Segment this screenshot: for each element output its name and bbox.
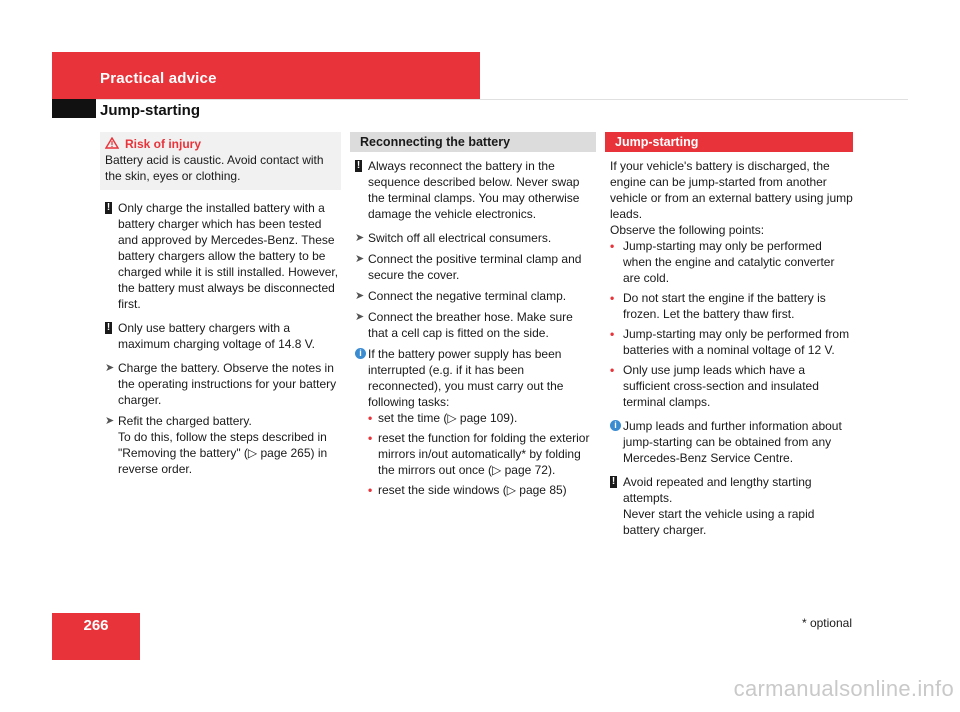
task-text: reset the function for folding the exterior mirrors in/out automatically* by folding the mirrors out once (▷ page 72).	[378, 431, 590, 477]
warning-title: Risk of injury	[125, 137, 202, 151]
note-item	[105, 200, 341, 312]
exclamation-icon: !	[356, 160, 361, 171]
note-item	[105, 320, 341, 352]
task-item	[368, 430, 596, 478]
info-text: If the battery power supply has been interrupted (e.g. if it has been reconnected), you must carry out the following tasks:	[368, 347, 564, 409]
step-text: Connect the breather hose. Make sure that a cell cap is fitted on the side.	[368, 310, 573, 340]
info-text: Jump leads and further information about jump-starting can be obtained from any Mercedes-Benz Service Centre.	[623, 419, 842, 465]
exclamation-icon: !	[106, 322, 111, 333]
info-item	[355, 346, 596, 498]
step-item	[355, 251, 596, 283]
bullet-icon: •	[368, 431, 373, 445]
point-text: Only use jump leads which have a sufficient cross-section and insulated terminal clamps.	[623, 363, 819, 409]
header-divider	[52, 99, 908, 100]
exclamation-icon: !	[611, 476, 616, 487]
step-arrow-icon: ➤	[355, 232, 365, 244]
note-text: Always reconnect the battery in the sequence described below. Never swap the terminal clamps. You may otherwise damage the vehicle electronics.	[368, 159, 580, 221]
column-3	[610, 132, 853, 546]
warning-text: Battery acid is caustic. Avoid contact with the skin, eyes or clothing.	[105, 153, 324, 183]
step-text: Connect the positive terminal clamp and secure the cover.	[368, 252, 582, 282]
note-detail: Never start the vehicle using a rapid battery charger.	[623, 507, 815, 537]
subsection-title: Jump-starting	[100, 102, 201, 119]
step-arrow-icon: ➤	[355, 253, 365, 265]
watermark: carmanualsonline.info	[733, 676, 954, 701]
note-item	[355, 158, 596, 222]
bullet-icon: •	[610, 327, 615, 341]
step-item	[105, 413, 341, 477]
optional-footnote: * optional	[801, 616, 852, 630]
note-text: Only charge the installed battery with a battery charger which has been tested and approved by Mercedes-Benz. These battery chargers allow the battery to be charged while it is still installed. However, the battery must always be disconnected first.	[118, 201, 339, 311]
bullet-icon: •	[610, 363, 615, 377]
step-item	[355, 288, 596, 304]
header-marker	[52, 99, 96, 118]
exclamation-icon: !	[106, 202, 111, 213]
section-heading: Jump-starting	[605, 132, 853, 152]
note-text: Only use battery chargers with a maximum charging voltage of 14.8 V.	[118, 321, 315, 351]
point-text: Do not start the engine if the battery is frozen. Let the battery thaw first.	[623, 291, 826, 321]
intro-text: If your vehicle's battery is discharged, the engine can be jump-started from another vehicle or from an external battery using jump leads.	[610, 159, 853, 221]
note-item	[610, 474, 853, 538]
step-item	[355, 309, 596, 341]
step-text: Charge the battery. Observe the notes in the operating instructions for your battery charger.	[118, 361, 337, 407]
point-text: Jump-starting may only be performed when the engine and catalytic converter are cold.	[623, 239, 835, 285]
point-item	[610, 326, 853, 358]
task-text: reset the side windows (▷ page 85)	[378, 483, 567, 497]
task-item	[368, 410, 596, 426]
point-item	[610, 362, 853, 410]
bullet-icon: •	[368, 411, 373, 425]
task-text: set the time (▷ page 109).	[378, 411, 518, 425]
point-text: Jump-starting may only be performed from batteries with a nominal voltage of 12 V.	[623, 327, 850, 357]
task-item	[368, 482, 596, 498]
step-arrow-icon: ➤	[105, 362, 115, 374]
info-icon: i	[355, 348, 366, 359]
point-item	[610, 238, 853, 286]
page-number: 266	[83, 617, 109, 634]
point-item	[610, 290, 853, 322]
step-arrow-icon: ➤	[355, 290, 365, 302]
step-detail: To do this, follow the steps described in "Removing the battery" (▷ page 265) in reverse order.	[118, 430, 328, 476]
bullet-icon: •	[368, 483, 373, 497]
section-heading: Reconnecting the battery	[350, 132, 596, 152]
note-text: Avoid repeated and lengthy starting attempts.	[623, 475, 812, 505]
warning-box	[100, 132, 341, 190]
info-item	[610, 418, 853, 466]
bullet-icon: •	[610, 239, 615, 253]
section-title: Practical advice	[100, 70, 217, 87]
step-text: Switch off all electrical consumers.	[368, 231, 552, 245]
step-text: Refit the charged battery.	[118, 414, 252, 428]
step-text: Connect the negative terminal clamp.	[368, 289, 567, 303]
column-2	[355, 132, 596, 506]
column-1	[105, 132, 341, 482]
step-item	[355, 230, 596, 246]
bullet-icon: •	[610, 291, 615, 305]
step-arrow-icon: ➤	[355, 311, 365, 323]
info-icon: i	[610, 420, 621, 431]
step-item	[105, 360, 341, 408]
warning-triangle-icon	[105, 137, 119, 149]
observe-text: Observe the following points:	[610, 223, 765, 237]
step-arrow-icon: ➤	[105, 415, 115, 427]
